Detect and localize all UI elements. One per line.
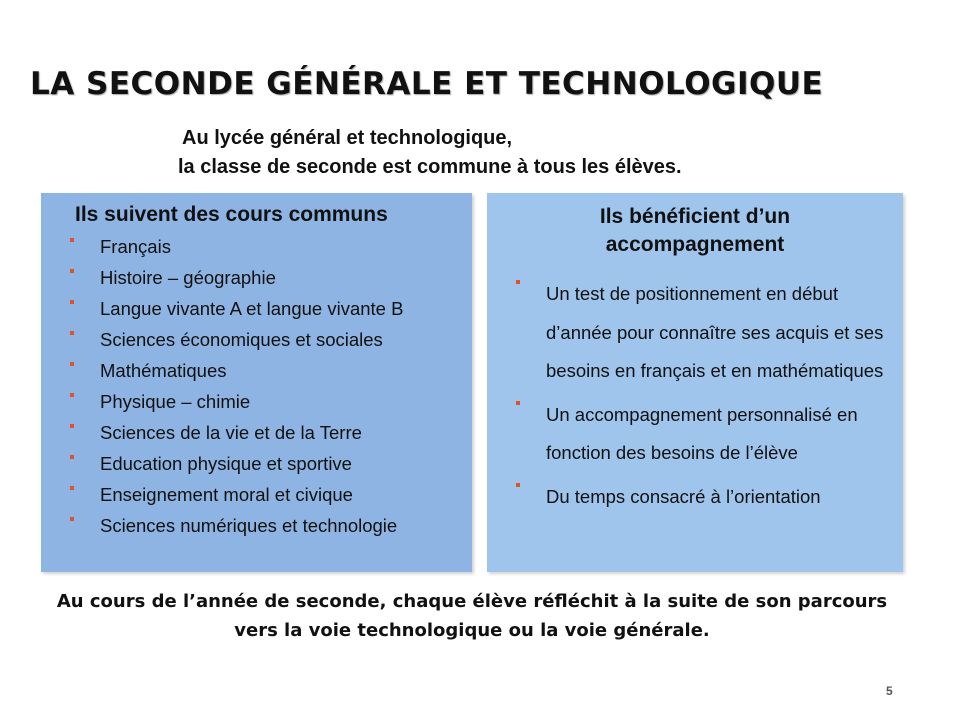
support-heading-line-2: accompagnement <box>605 233 785 256</box>
conclusion-line-2: vers la voie technologique ou la voie générale. <box>234 620 710 641</box>
square-bullet-icon <box>70 238 74 242</box>
square-bullet-icon <box>70 424 74 428</box>
conclusion-text <box>0 587 944 645</box>
square-bullet-icon <box>70 455 74 459</box>
support-heading <box>487 203 903 259</box>
list-item <box>70 389 403 420</box>
list-item <box>70 265 403 296</box>
list-item <box>70 513 403 544</box>
list-item-label: Histoire – géographie <box>100 267 276 288</box>
list-item-label: Un accompagnement personnalisé en fonction des besoins de l’élève <box>546 403 858 463</box>
page-number: 5 <box>886 684 893 698</box>
list-item <box>70 358 403 389</box>
square-bullet-icon <box>516 280 520 284</box>
list-item-label: Un test de positionnement en début d’année pour connaître ses acquis et ses besoins en français et en mathématiques <box>546 283 884 381</box>
list-item <box>516 396 896 473</box>
list-item-label: Langue vivante A et langue vivante B <box>100 298 404 319</box>
square-bullet-icon <box>70 486 74 490</box>
list-item-label: Sciences numériques et technologie <box>100 515 398 536</box>
list-item-label: Français <box>100 236 171 257</box>
slide-title: LA SECONDE GÉNÉRALE ET TECHNOLOGIQUE <box>30 66 824 102</box>
common-courses-heading: Ils suivent des cours communs <box>75 203 388 226</box>
square-bullet-icon <box>516 401 520 405</box>
square-bullet-icon <box>70 269 74 273</box>
list-item-label: Physique – chimie <box>100 391 251 412</box>
square-bullet-icon <box>70 517 74 521</box>
list-item-label: Enseignement moral et civique <box>100 484 353 505</box>
square-bullet-icon <box>70 362 74 366</box>
list-item <box>516 478 896 517</box>
list-item <box>70 296 403 327</box>
list-item-label: Sciences économiques et sociales <box>100 329 383 350</box>
common-courses-panel <box>41 193 472 572</box>
list-item-label: Sciences de la vie et de la Terre <box>100 422 362 443</box>
list-item-label: Du temps consacré à l’orientation <box>546 485 821 507</box>
square-bullet-icon <box>516 483 520 487</box>
intro-line-2: la classe de seconde est commune à tous les élèves. <box>178 156 682 178</box>
intro-line-1: Au lycée général et technologique, <box>182 127 513 149</box>
support-panel <box>487 193 903 572</box>
square-bullet-icon <box>70 331 74 335</box>
square-bullet-icon <box>70 393 74 397</box>
square-bullet-icon <box>70 300 74 304</box>
list-item-label: Education physique et sportive <box>100 453 352 474</box>
support-list <box>516 275 896 521</box>
support-heading-line-1: Ils bénéficient d’un <box>599 205 791 228</box>
list-item <box>70 482 403 513</box>
list-item <box>70 451 403 482</box>
list-item <box>516 275 896 391</box>
list-item <box>70 327 403 358</box>
list-item-label: Mathématiques <box>100 360 227 381</box>
conclusion-line-1: Au cours de l’année de seconde, chaque élève réfléchit à la suite de son parcours <box>56 591 888 612</box>
list-item <box>70 420 403 451</box>
list-item <box>70 234 403 265</box>
common-courses-list <box>70 234 403 544</box>
